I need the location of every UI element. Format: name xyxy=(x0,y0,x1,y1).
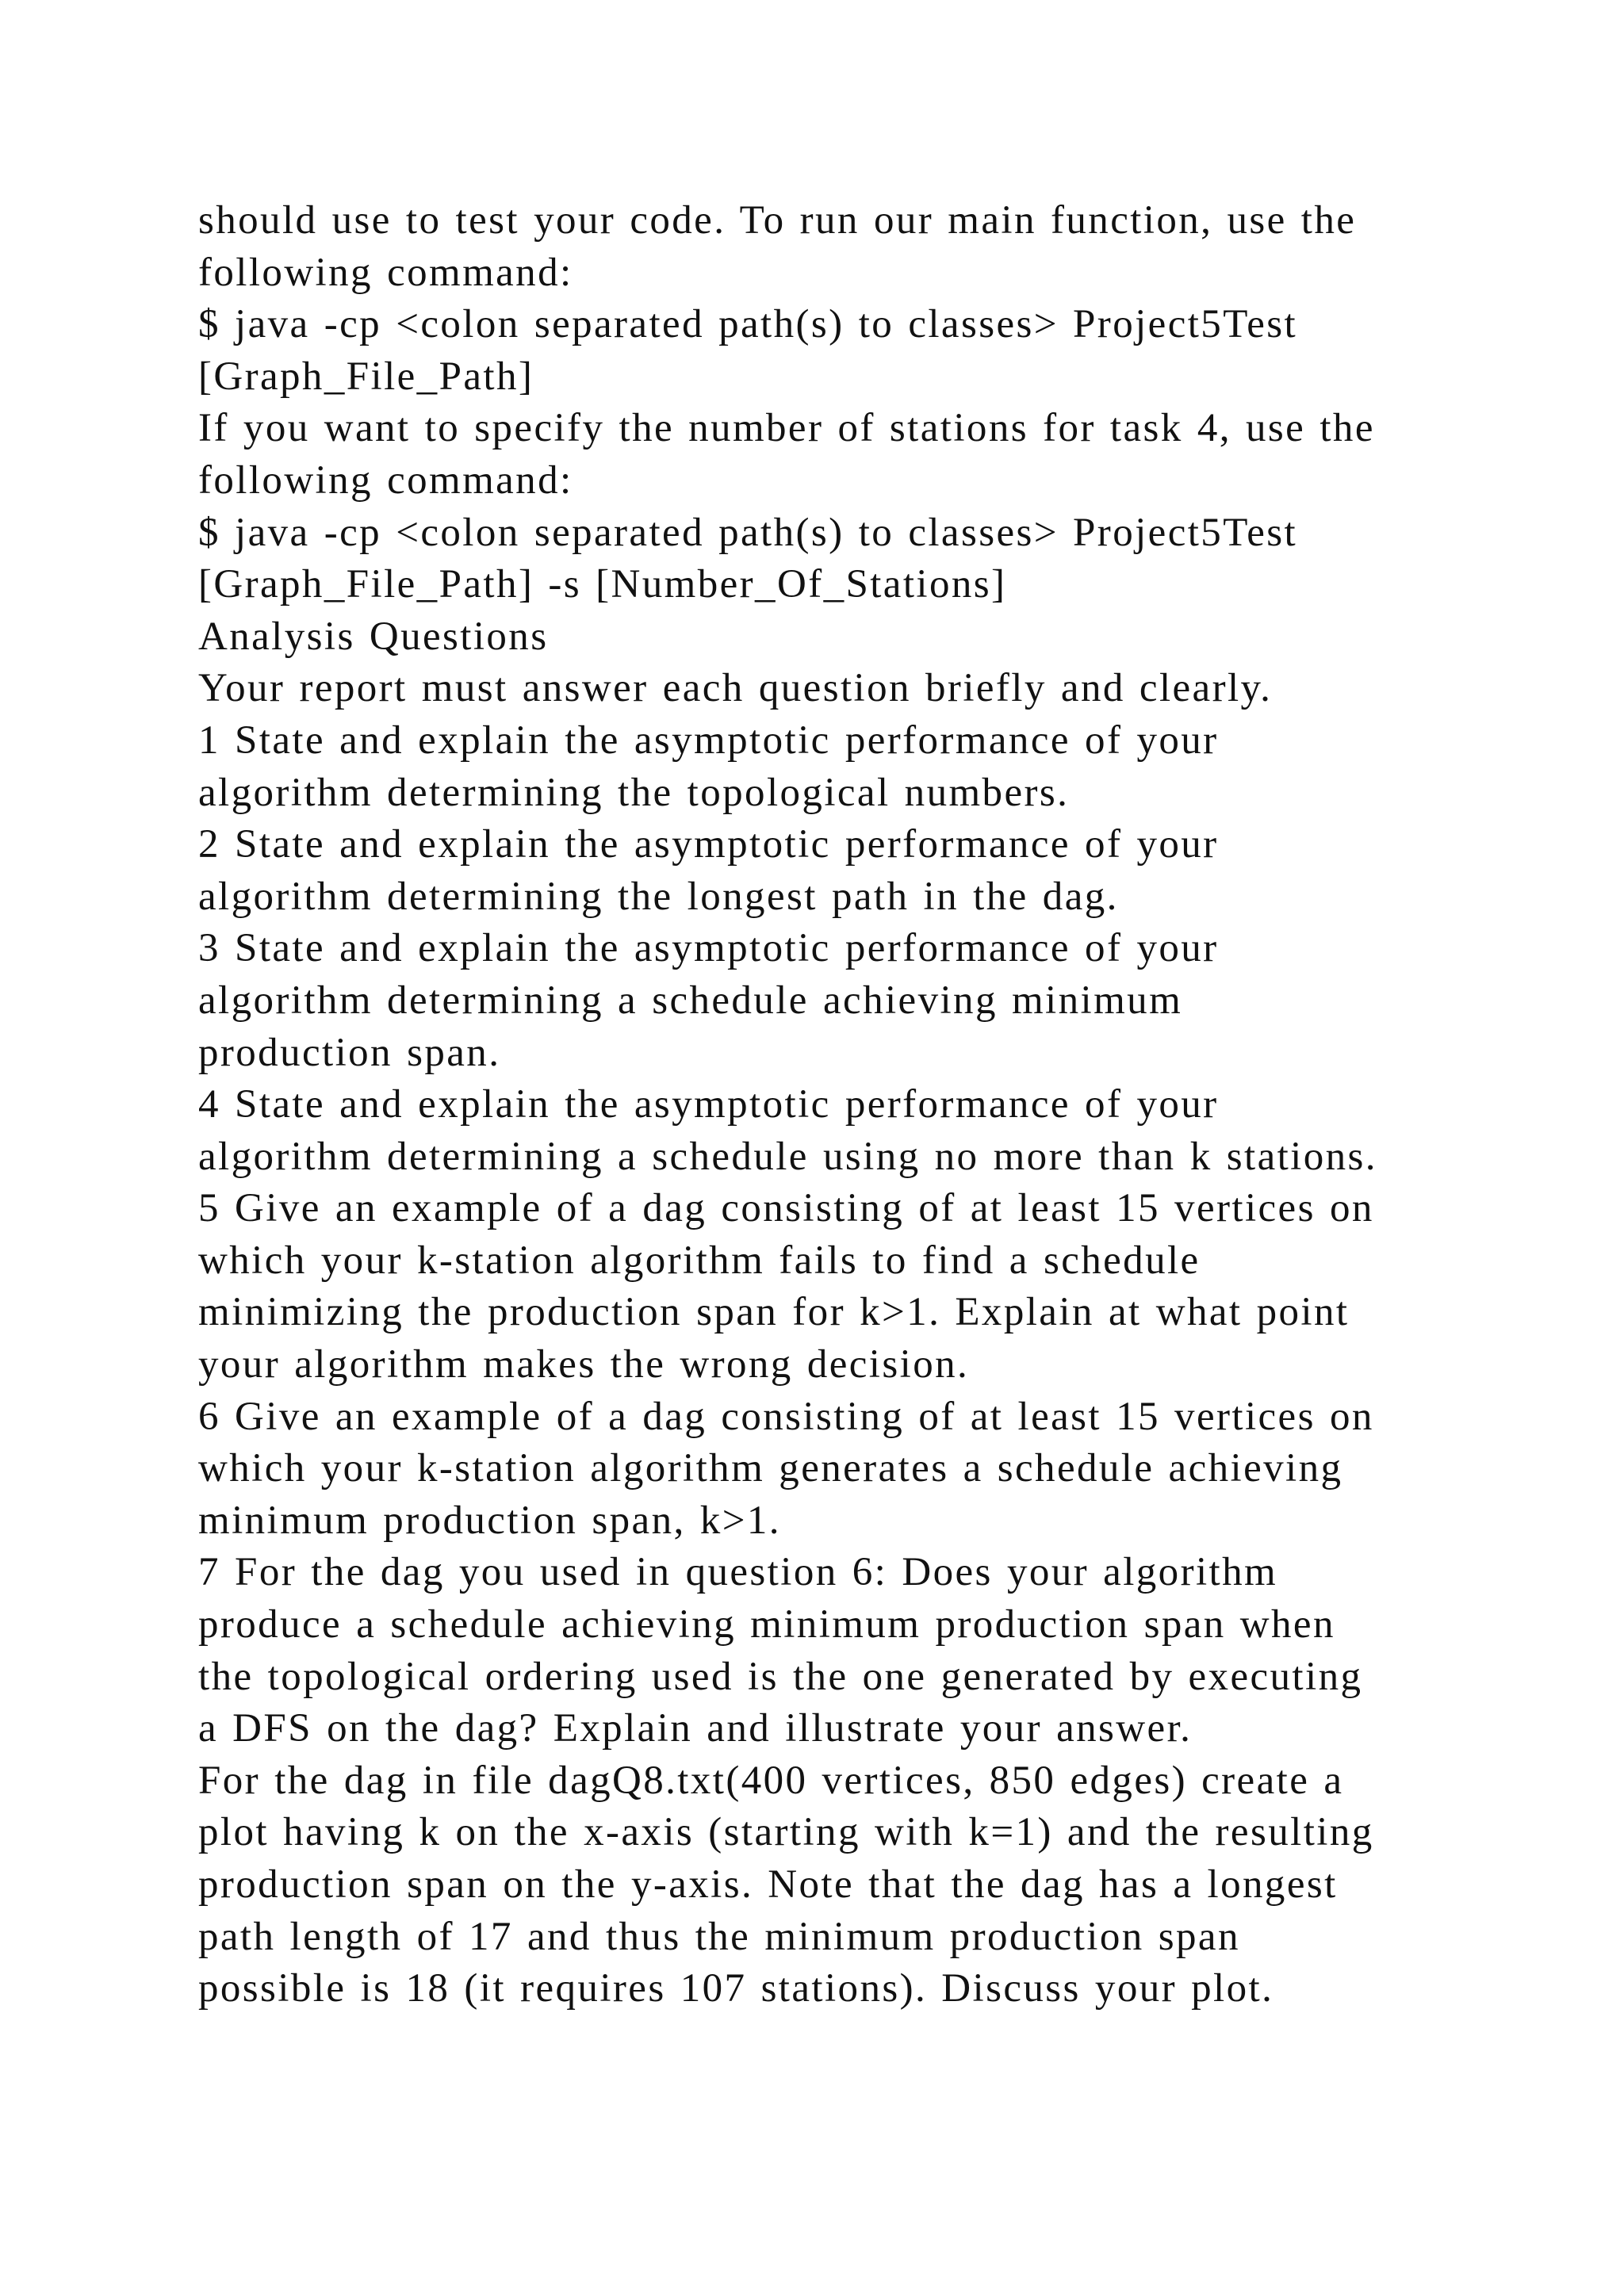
question-2-line-1: 2 State and explain the asymptotic performance of your xyxy=(198,822,1219,867)
plot-task-line-3: production span on the y-axis. Note that the dag has a longest xyxy=(198,1862,1338,1907)
command-line-2-args: [Graph_File_Path] -s [Number_Of_Stations] xyxy=(198,562,1007,607)
document-body xyxy=(198,195,1499,2015)
plot-task-line-4: path length of 17 and thus the minimum production span xyxy=(198,1914,1240,1959)
question-6-line-2: which your k-station algorithm generates a schedule achieving xyxy=(198,1446,1343,1491)
question-1-line-1: 1 State and explain the asymptotic performance of your xyxy=(198,718,1219,763)
question-2-line-2: algorithm determining the longest path in the dag. xyxy=(198,874,1119,919)
plot-task-line-5: possible is 18 (it requires 107 stations). Discuss your plot. xyxy=(198,1966,1274,2011)
question-1-line-2: algorithm determining the topological numbers. xyxy=(198,770,1070,815)
plot-task-line-2: plot having k on the x-axis (starting with k=1) and the resulting xyxy=(198,1810,1374,1855)
question-7-line-3: the topological ordering used is the one generated by executing xyxy=(198,1654,1363,1699)
question-7-line-1: 7 For the dag you used in question 6: Does your algorithm xyxy=(198,1550,1278,1595)
question-6-line-1: 6 Give an example of a dag consisting of at least 15 vertices on xyxy=(198,1394,1374,1439)
text-line-5: If you want to specify the number of stations for task 4, use the xyxy=(198,406,1375,451)
text-line-6: following command: xyxy=(198,457,573,503)
question-7-line-2: produce a schedule achieving minimum production span when xyxy=(198,1602,1335,1647)
question-4-line-2: algorithm determining a schedule using no more than k stations. xyxy=(198,1134,1377,1179)
section-intro: Your report must answer each question briefly and clearly. xyxy=(198,666,1273,711)
question-5-line-3: minimizing the production span for k>1. Explain at what point xyxy=(198,1290,1350,1335)
question-3-line-3: production span. xyxy=(198,1030,501,1075)
text-line-2: following command: xyxy=(198,250,573,295)
question-3-line-1: 3 State and explain the asymptotic performance of your xyxy=(198,926,1219,971)
command-line-2: $ java -cp <colon separated path(s) to classes> Project5Test xyxy=(198,510,1298,555)
text-line-1: should use to test your code. To run our main function, use the xyxy=(198,198,1357,243)
question-6-line-3: minimum production span, k>1. xyxy=(198,1498,781,1543)
command-line-1: $ java -cp <colon separated path(s) to classes> Project5Test xyxy=(198,302,1298,347)
question-7-line-4: a DFS on the dag? Explain and illustrate your answer. xyxy=(198,1706,1193,1751)
question-4-line-1: 4 State and explain the asymptotic performance of your xyxy=(198,1082,1219,1127)
plot-task-line-1: For the dag in file dagQ8.txt(400 vertices, 850 edges) create a xyxy=(198,1758,1344,1803)
command-line-1-arg: [Graph_File_Path] xyxy=(198,354,534,399)
question-3-line-2: algorithm determining a schedule achieving minimum xyxy=(198,978,1183,1023)
question-5-line-1: 5 Give an example of a dag consisting of at least 15 vertices on xyxy=(198,1186,1374,1231)
section-heading: Analysis Questions xyxy=(198,614,549,659)
question-5-line-2: which your k-station algorithm fails to find a schedule xyxy=(198,1238,1201,1283)
question-5-line-4: your algorithm makes the wrong decision. xyxy=(198,1342,970,1387)
